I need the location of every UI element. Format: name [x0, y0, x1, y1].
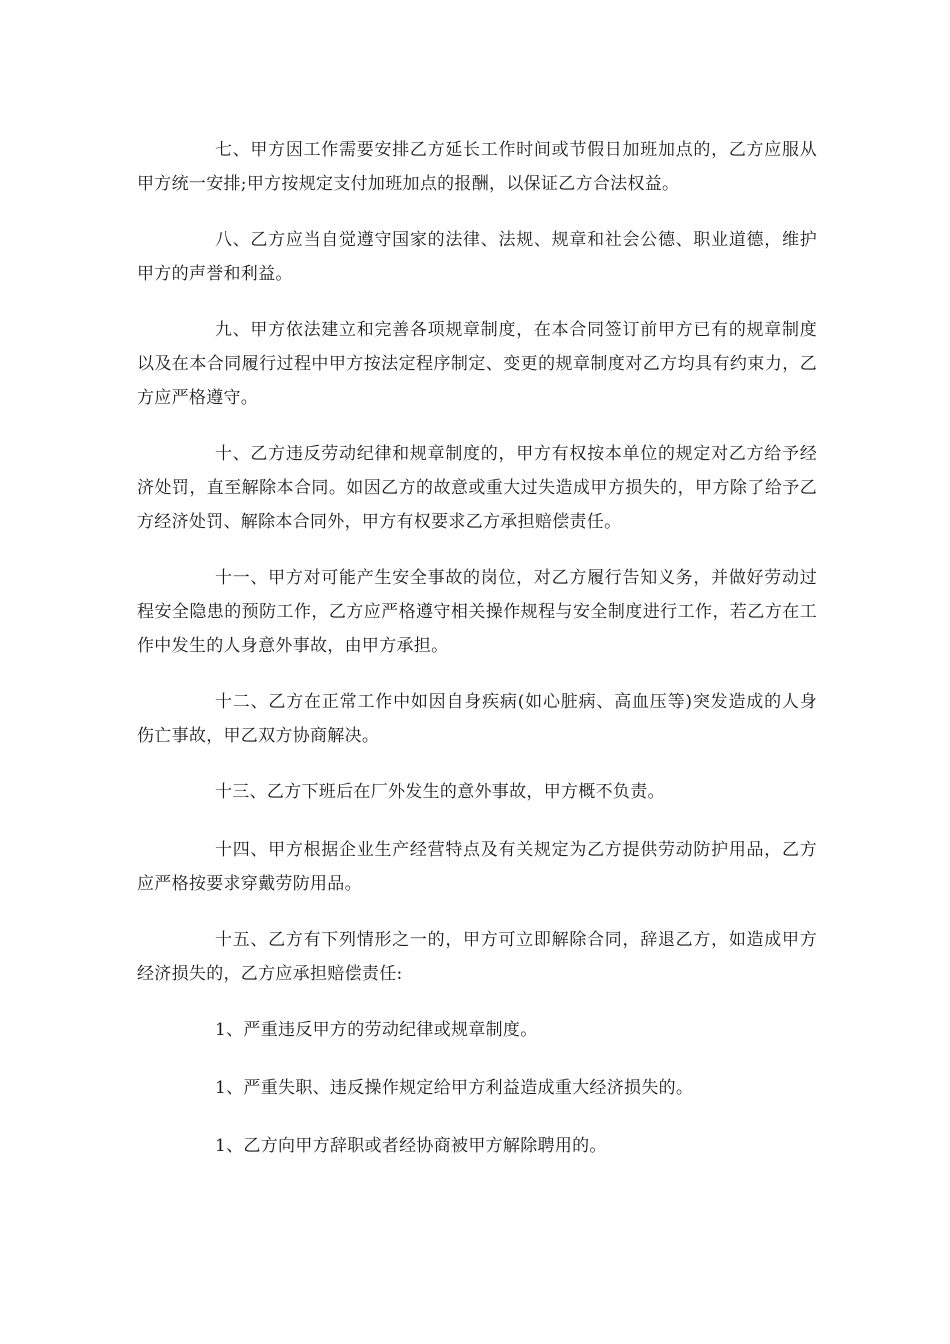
clause-11: 十一、甲方对可能产生安全事故的岗位，对乙方履行告知义务，并做好劳动过程安全隐患的预防工作，乙方应严格遵守相关操作规程与安全制度进行工作，若乙方在工作中发生的人身意外事故，由甲方承担。 — [137, 568, 817, 656]
clause-13: 十三、乙方下班后在厂外发生的意外事故，甲方概不负责。 — [215, 782, 665, 802]
clause-14: 十四、甲方根据企业生产经营特点及有关规定为乙方提供劳动防护用品，乙方应严格按要求穿戴劳防用品。 — [137, 840, 817, 894]
clause-12: 十二、乙方在正常工作中如因自身疾病(如心脏病、高血压等)突发造成的人身伤亡事故，甲乙双方协商解决。 — [137, 692, 817, 746]
clause-15: 十五、乙方有下列情形之一的，甲方可立即解除合同，辞退乙方，如造成甲方经济损失的，乙方应承担赔偿责任: — [137, 930, 817, 984]
clause-7: 七、甲方因工作需要安排乙方延长工作时间或节假日加班加点的，乙方应服从甲方统一安排;甲方按规定支付加班加点的报酬，以保证乙方合法权益。 — [137, 140, 817, 194]
list-item: 1、严重失职、违反操作规定给甲方利益造成重大经济损失的。 — [215, 1078, 694, 1098]
document-body — [137, 133, 817, 1187]
list-item: 1、严重违反甲方的劳动纪律或规章制度。 — [215, 1020, 538, 1040]
clause-8: 八、乙方应当自觉遵守国家的法律、法规、规章和社会公德、职业道德，维护甲方的声誉和利益。 — [137, 230, 817, 284]
clause-9: 九、甲方依法建立和完善各项规章制度，在本合同签订前甲方已有的规章制度以及在本合同履行过程中甲方按法定程序制定、变更的规章制度对乙方均具有约束力，乙方应严格遵守。 — [137, 320, 817, 408]
list-item: 1、乙方向甲方辞职或者经协商被甲方解除聘用的。 — [215, 1136, 607, 1156]
clause-10: 十、乙方违反劳动纪律和规章制度的，甲方有权按本单位的规定对乙方给予经济处罚，直至解除本合同。如因乙方的故意或重大过失造成甲方损失的，甲方除了给予乙方经济处罚、解除本合同外，甲方有权要求乙方承担赔偿责任。 — [137, 444, 817, 532]
